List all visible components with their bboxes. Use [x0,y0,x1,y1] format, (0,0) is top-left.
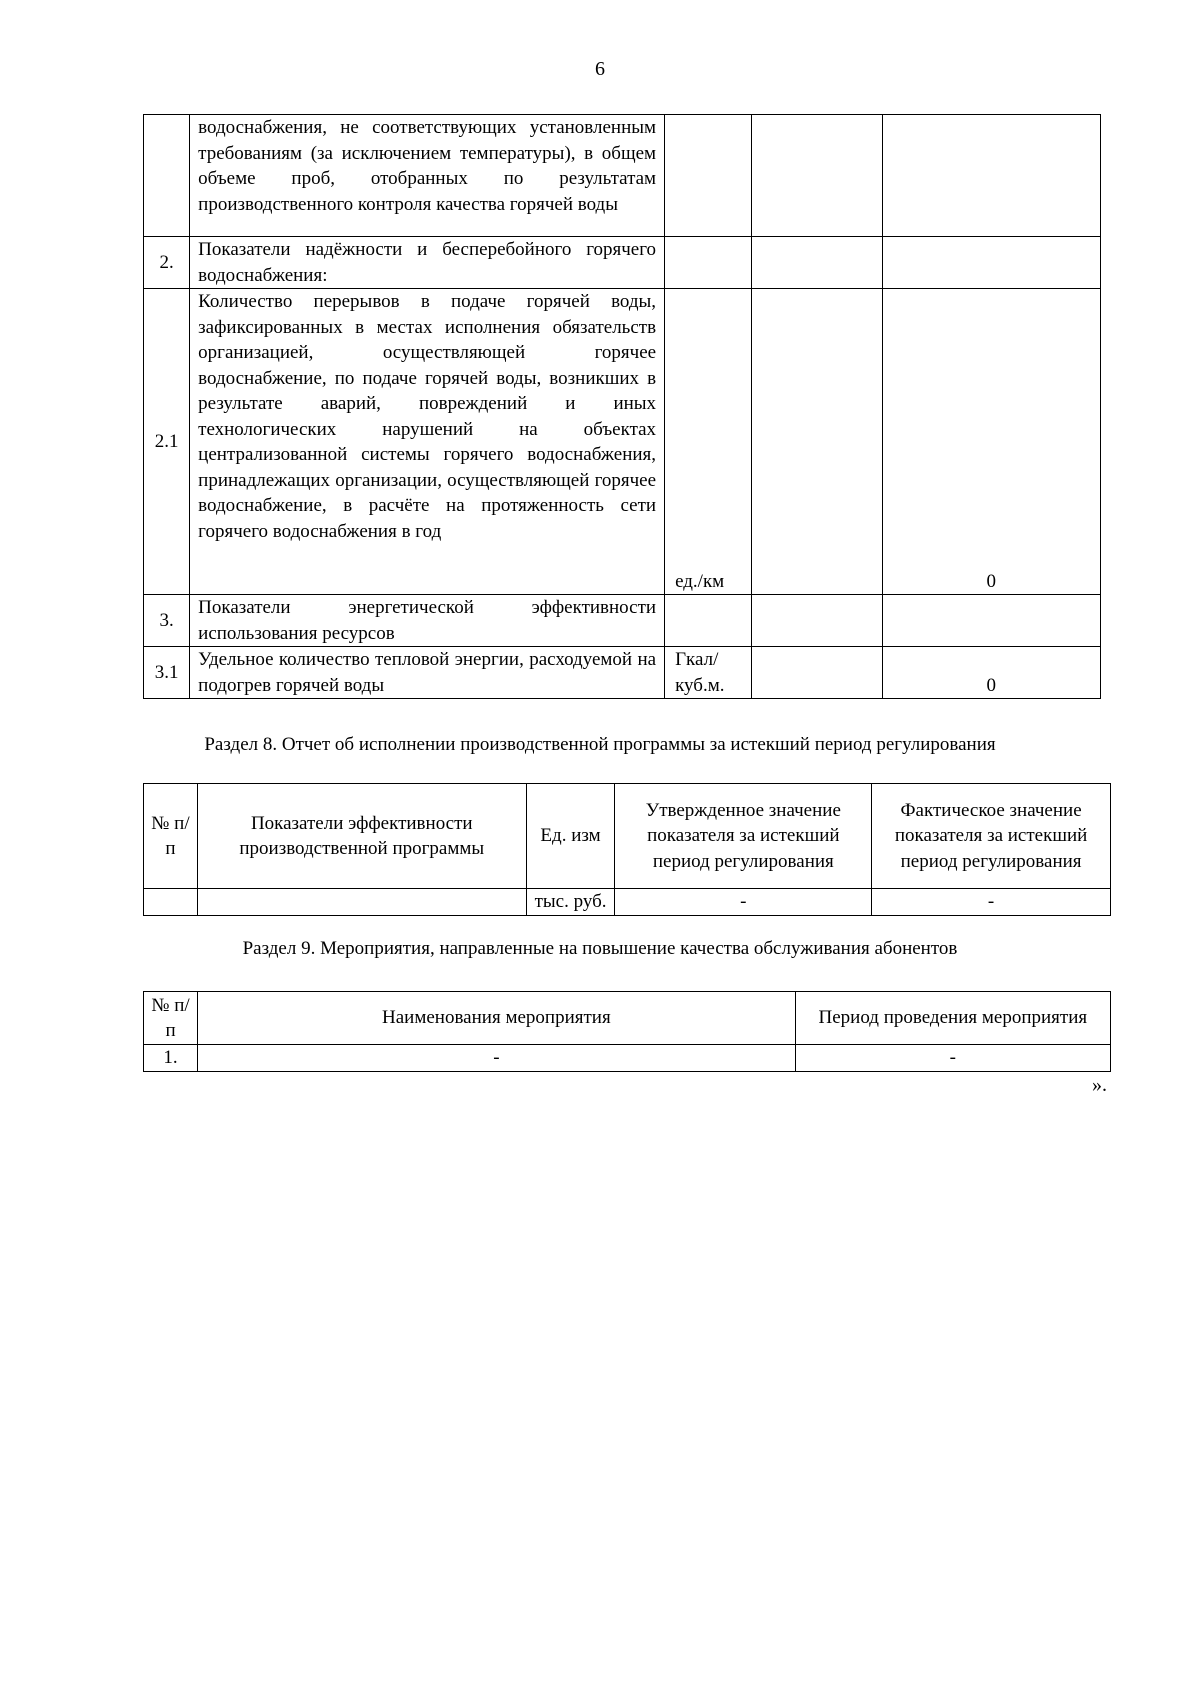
indicator-value [882,595,1101,647]
row-unit: тыс. руб. [526,889,615,916]
row-number: 2.1 [144,289,190,595]
indicator-description: водоснабжения, не соответствующих установленным требованиям (за исключением температуры), в общем объеме проб, отобранных по результатам производственного контроля качества горячей воды [190,115,665,237]
table-row [144,237,1101,289]
header-unit: Ед. изм [526,784,615,889]
indicator-value: 0 [882,289,1101,595]
row-name: - [198,1045,796,1072]
indicator-plan [752,595,882,647]
row-number [144,889,198,916]
section-9-title: Раздел 9. Мероприятия, направленные на повышение качества обслуживания абонентов [242,938,958,959]
header-num: № п/п [144,784,198,889]
row-number: 1. [144,1045,198,1072]
header-indicator: Показатели эффективности производственной программы [197,784,526,889]
header-approved: Утвержденное значение показателя за истекший период регулирования [615,784,872,889]
indicator-description: Количество перерывов в подаче горячей воды, зафиксированных в местах исполнения обязательств организацией, осуществляющей горячее водоснабжение, по подаче горячей воды, возникших в результате аварий, повреждений и иных технологических нарушений на объектах централизованной системы горячего водоснабжения, принадлежащих организации, осуществляющей горячее водоснабжение, в расчёте на протяженность сети горячего водоснабжения в год [190,289,665,595]
indicator-unit [665,237,752,289]
indicator-description: Показатели энергетической эффективности использования ресурсов [190,595,665,647]
table-row [144,289,1101,595]
table-row [144,889,1111,916]
row-actual: - [872,889,1111,916]
table-row [144,1045,1111,1072]
indicator-value [882,115,1101,237]
table-row [144,115,1101,237]
indicator-unit [665,115,752,237]
header-period: Период проведения мероприятия [795,992,1110,1045]
service-quality-measures-table [143,991,1111,1072]
row-indicator [197,889,526,916]
indicator-description: Удельное количество тепловой энергии, расходуемой на подогрев горячей воды [190,647,665,699]
table-row [144,595,1101,647]
row-number: 3. [144,595,190,647]
row-number [144,115,190,237]
indicators-table-continued [143,114,1101,699]
indicator-unit [665,595,752,647]
header-name: Наименования мероприятия [198,992,796,1045]
row-number: 2. [144,237,190,289]
closing-quote: ». [1092,1074,1107,1096]
header-num: № п/п [144,992,198,1045]
header-actual: Фактическое значение показателя за истекший период регулирования [872,784,1111,889]
indicator-plan [752,647,882,699]
row-period: - [795,1045,1110,1072]
row-number: 3.1 [144,647,190,699]
production-program-report-table [143,783,1111,916]
row-approved: - [615,889,872,916]
section-8-title: Раздел 8. Отчет об исполнении производственной программы за истекший период регулирования [204,734,996,755]
indicator-unit: ед./км [665,289,752,595]
indicator-plan [752,115,882,237]
table-row [144,647,1101,699]
indicator-value [882,237,1101,289]
indicator-plan [752,289,882,595]
table-header-row [144,992,1111,1045]
indicator-unit: Гкал/ куб.м. [665,647,752,699]
page-number: 6 [595,58,605,80]
indicator-plan [752,237,882,289]
indicator-value: 0 [882,647,1101,699]
table-header-row [144,784,1111,889]
indicator-description: Показатели надёжности и бесперебойного горячего водоснабжения: [190,237,665,289]
